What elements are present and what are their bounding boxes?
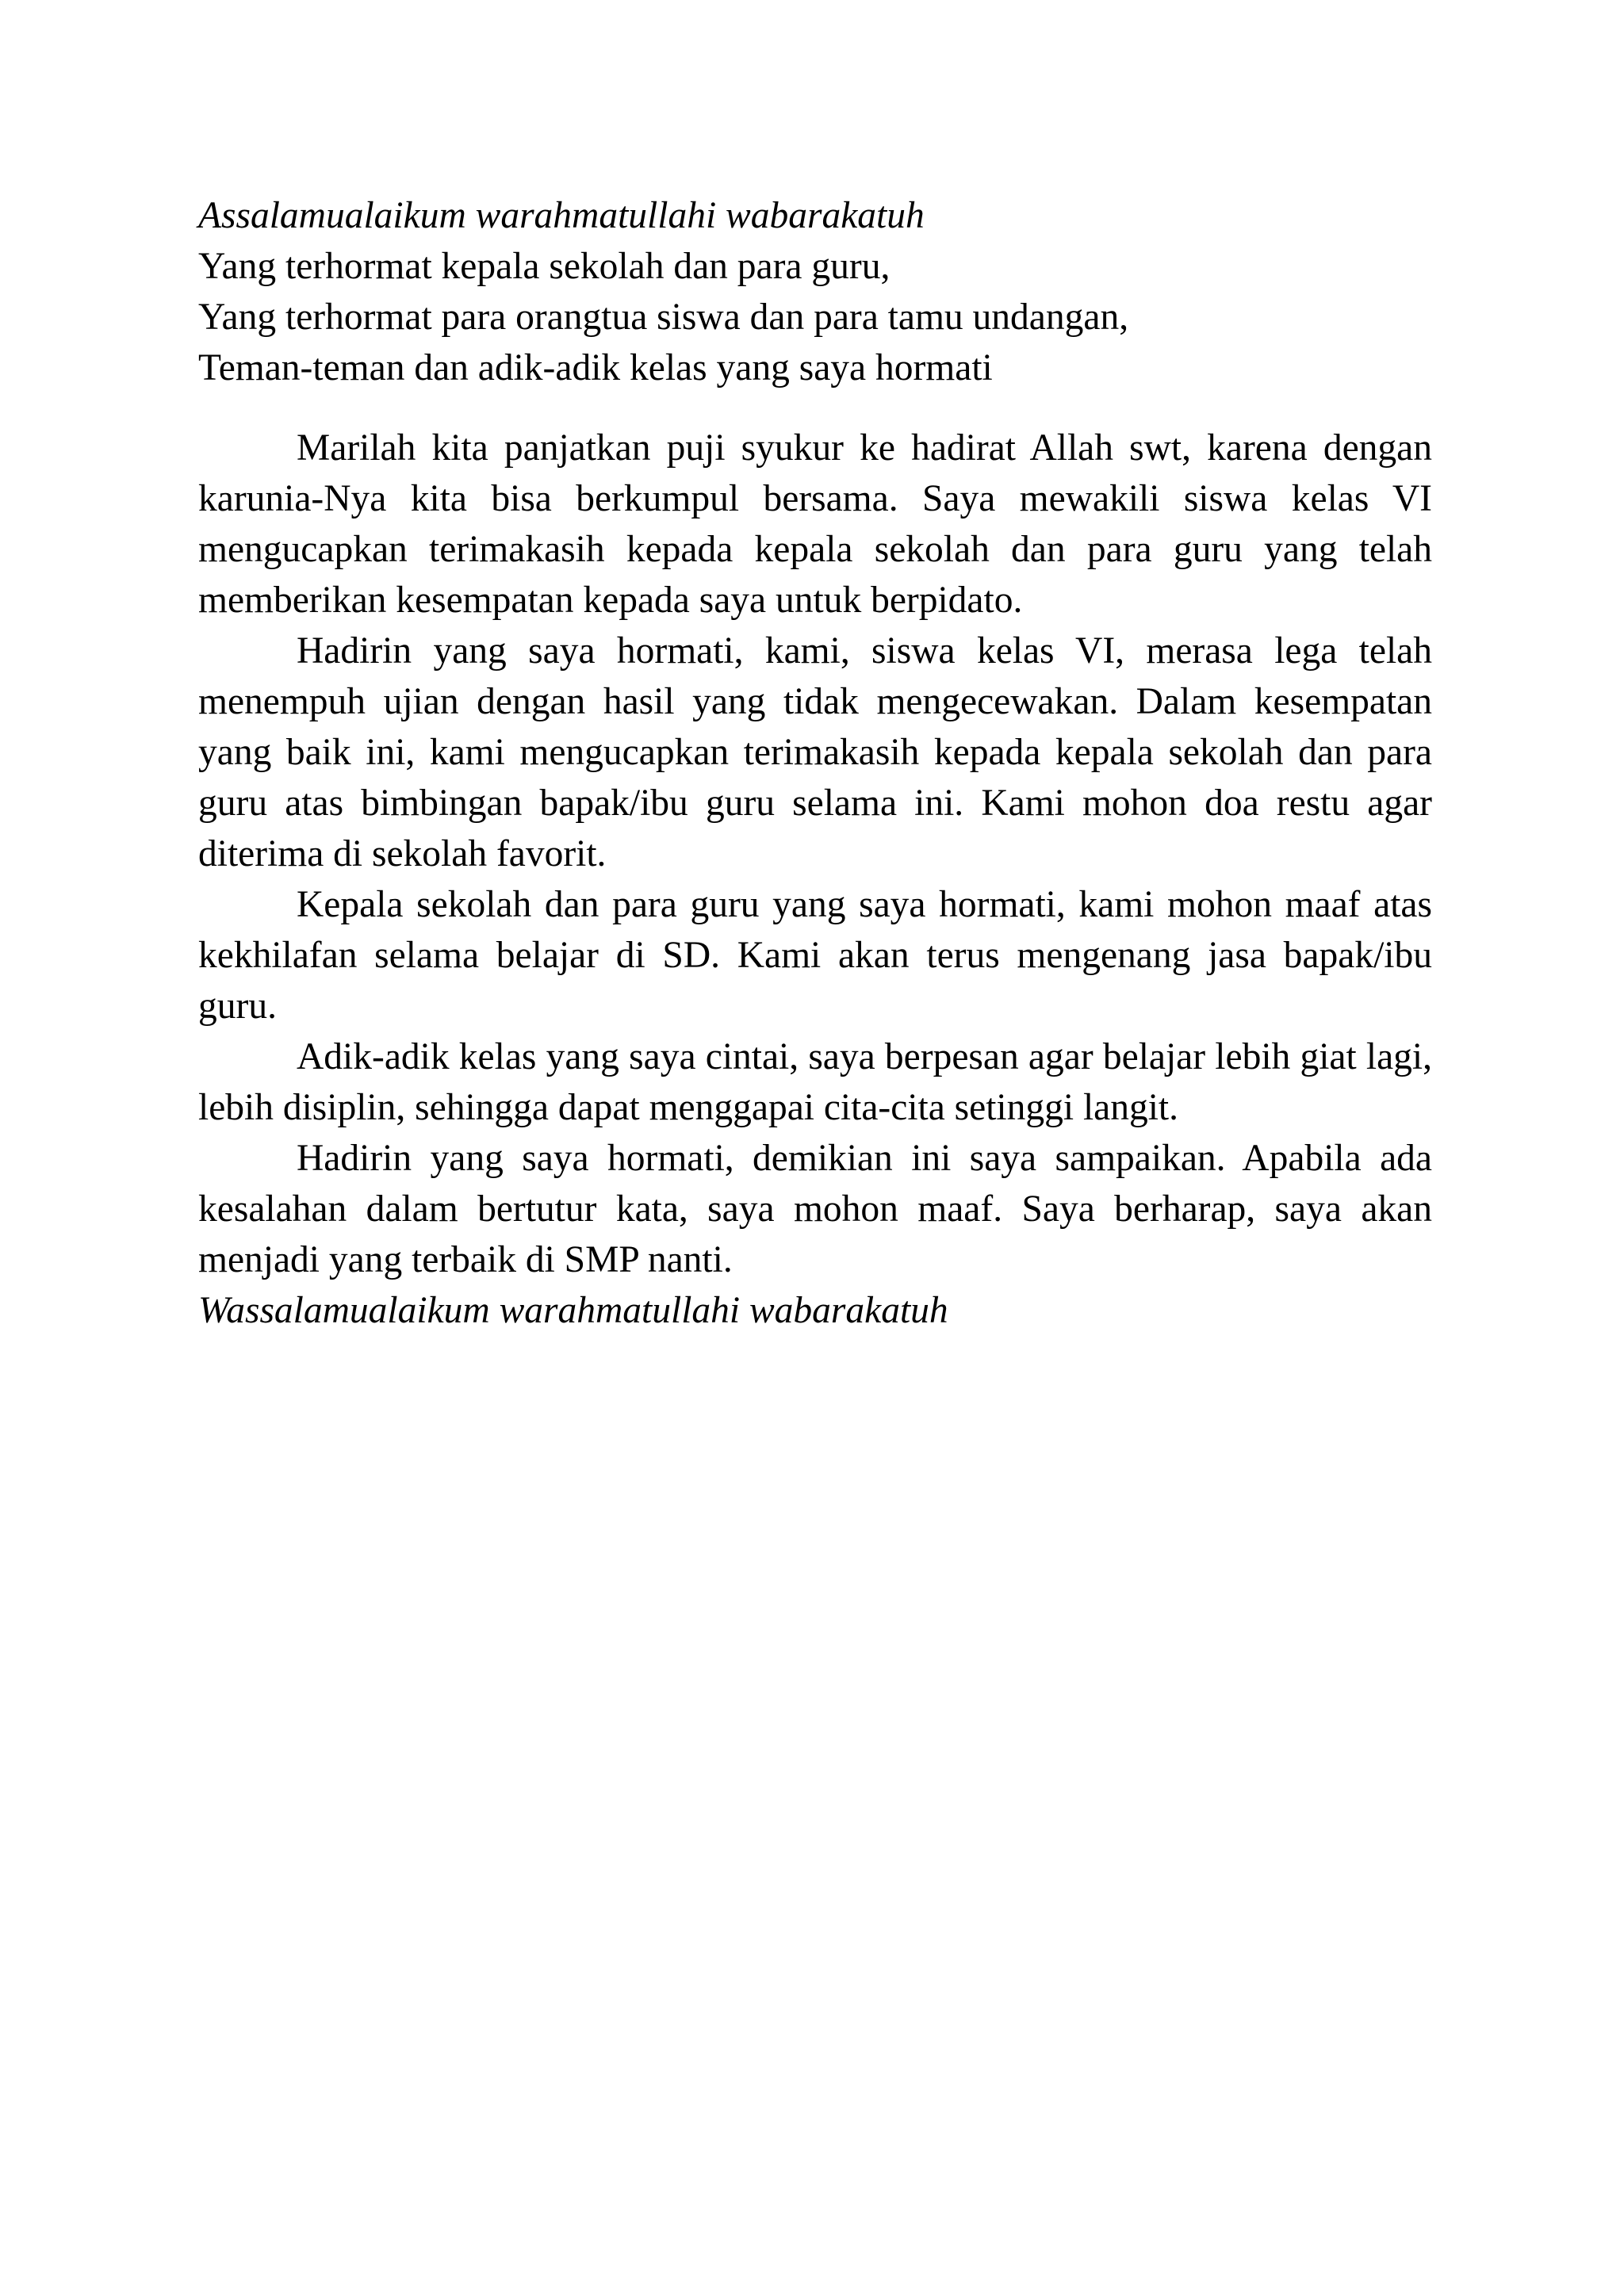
body-paragraph: Adik-adik kelas yang saya cintai, saya berpesan agar belajar lebih giat lagi, lebih disiplin, sehingga dapat menggapai cita-cita setinggi langit. [198,1036,1432,1128]
opening-salam: Assalamualaikum warahmatullahi wabarakatuh [198,195,925,236]
greetings [198,241,1432,393]
speech-body [198,423,1432,1285]
body-paragraph: Hadirin yang saya hormati, kami, siswa kelas VI, merasa lega telah menempuh ujian dengan hasil yang tidak mengecewakan. Dalam kesempatan yang baik ini, kami mengucapkan terimakasih kepada kepala sekolah dan para guru atas bimbingan bapak/ibu guru selama ini. Kami mohon doa restu agar diterima di sekolah favorit. [198,630,1432,874]
greeting-line: Yang terhormat kepala sekolah dan para guru, [198,246,891,287]
speech-text [198,190,1432,1336]
greeting-line: Teman-teman dan adik-adik kelas yang saya hormati [198,347,993,388]
greeting-line: Yang terhormat para orangtua siswa dan para tamu undangan, [198,297,1129,338]
body-paragraph: Hadirin yang saya hormati, demikian ini saya sampaikan. Apabila ada kesalahan dalam bertutur kata, saya mohon maaf. Saya berharap, saya akan menjadi yang terbaik di SMP nanti. [198,1138,1432,1280]
body-paragraph: Marilah kita panjatkan puji syukur ke hadirat Allah swt, karena dengan karunia-Nya kita bisa berkumpul bersama. Saya mewakili siswa kelas VI mengucapkan terimakasih kepada kepala sekolah dan para guru yang telah memberikan kesempatan kepada saya untuk berpidato. [198,427,1432,621]
body-paragraph: Kepala sekolah dan para guru yang saya hormati, kami mohon maaf atas kekhilafan selama belajar di SD. Kami akan terus mengenang jasa bapak/ibu guru. [198,884,1432,1027]
closing-salam: Wassalamualaikum warahmatullahi wabarakatuh [198,1290,948,1331]
